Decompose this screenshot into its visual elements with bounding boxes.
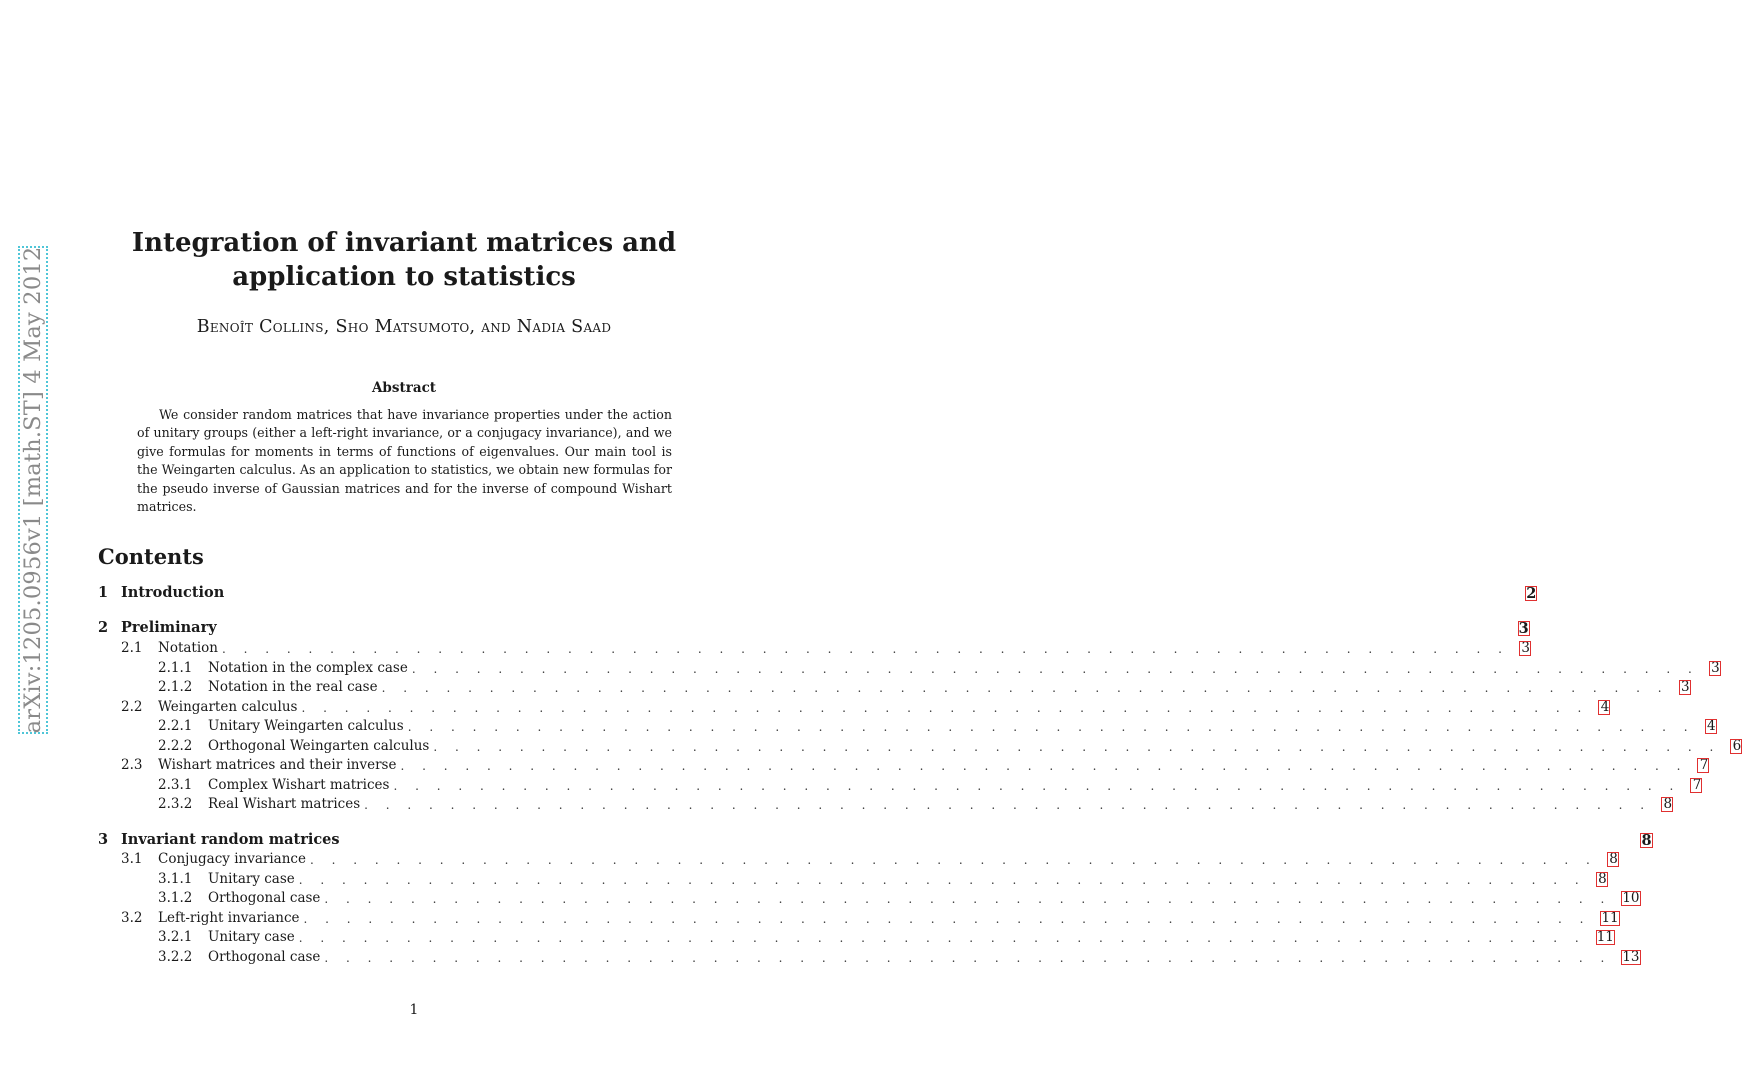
toc-page-link[interactable]: 3 [1709,661,1721,676]
toc-subsection[interactable] [98,637,1530,656]
toc-page-link[interactable]: 13 [1622,949,1640,965]
toc-label: Orthogonal case [208,890,321,906]
toc-page-link[interactable]: 7 [1697,758,1709,773]
toc-label: Weingarten calculus [158,699,298,715]
toc-label: Invariant random matrices [121,831,340,848]
toc-number: 3.1 [121,851,143,867]
toc-page-link[interactable]: 3 [1519,641,1531,656]
abstract-text: We consider random matrices that have invariance properties under the action of unitary groups (either a left-right invariance, or a conjugacy invariance), and we give formulas for moments in terms of functions of eigenvalues. Our main tool is the Weingarten calculus. As an application to statistics, we obtain new formulas for the pseudo inverse of Gaussian matrices and for the inverse of compound Wishart matrices. [137,407,672,515]
toc-section[interactable] [98,617,1529,637]
toc-page-link[interactable]: 3 [1518,620,1529,637]
toc-label: Orthogonal case [208,949,321,965]
toc-leader-dots: . . . . . . . . . . . . . . . . . . . . . . . . . . . . . . . . . . . . . . . . . . . . . . . . . . . . . . . . . . . . [298,931,1586,945]
toc-leader-dots: . . . . . . . . . . . . . . . . . . . . . . . . . . . . . . . . . . . . . . . . . . . . . . . . . . . . . . . . . . . . [303,912,1591,926]
toc-page-link[interactable]: 8 [1596,872,1608,887]
toc-leader-dots: . . . . . . . . . . . . . . . . . . . . . . . . . . . . . . . . . . . . . . . . . . . . . . . . . . . . . . . . . . . . [407,720,1695,734]
toc-number: 2.3 [121,757,143,773]
toc-page-link[interactable]: 11 [1601,910,1619,926]
toc-number: 3.2 [121,910,143,926]
paper-title [110,226,698,294]
contents-heading: Contents [98,544,204,569]
toc-label: Left-right invariance [158,910,300,926]
arxiv-stamp-text: arXiv:1205.0956v1 [math.ST] 4 May 2012 [20,246,46,734]
toc-number: 3.2.2 [158,949,193,965]
toc-leader-dots: . . . . . . . . . . . . . . . . . . . . . . . . . . . . . . . . . . . . . . . . . . . . . . . . . . . . . . . . . . . . [221,642,1509,656]
toc-leader-dots: . . . . . . . . . . . . . . . . . . . . . . . . . . . . . . . . . . . . . . . . . . . . . . . . . . . . . . . . . . . . [364,798,1652,812]
toc-number: 2 [98,619,109,636]
toc-leader-dots: . . . . . . . . . . . . . . . . . . . . . . . . . . . . . . . . . . . . . . . . . . . . . . . . . . . . . . . . . . . . [298,873,1586,887]
authors: Benoît Collins, Sho Matsumoto, and Nadia Saad [196,317,612,337]
toc-page-link[interactable]: 8 [1661,797,1673,812]
toc-label: Notation in the real case [208,679,378,695]
toc-subsubsection[interactable] [98,926,1614,945]
toc-leader-dots: . . . . . . . . . . . . . . . . . . . . . . . . . . . . . . . . . . . . . . . . . . . . . . . . . . . . . . . . . . . . [400,759,1688,773]
toc-leader-dots: . . . . . . . . . . . . . . . . . . . . . . . . . . . . . . . . . . . . . . . . . . . . . . . . . . . . . . . . . . . . [324,951,1612,965]
toc-label: Preliminary [121,619,217,636]
toc-page-link[interactable]: 10 [1622,890,1640,906]
toc-page-link[interactable]: 3 [1679,680,1691,695]
toc-leader-dots: . . . . . . . . . . . . . . . . . . . . . . . . . . . . . . . . . . . . . . . . . . . . . . . . . . . . . . . . . . . . [324,892,1612,906]
toc-number: 3.1.2 [158,890,193,906]
toc-leader-dots: . . . . . . . . . . . . . . . . . . . . . . . . . . . . . . . . . . . . . . . . . . . . . . . . . . . . . . . . . . . . [309,853,1597,867]
toc-number: 2.2 [121,699,143,715]
toc-leader-dots: . . . . . . . . . . . . . . . . . . . . . . . . . . . . . . . . . . . . . . . . . . . . . . . . . . . . . . . . . . . . [393,779,1681,793]
toc-number: 2.1.1 [158,660,193,676]
toc-number: 3 [98,831,109,848]
toc-subsubsection[interactable] [98,657,1720,676]
toc-number: 2.1.2 [158,679,193,695]
toc-label: Notation [158,640,218,656]
toc-subsection[interactable] [98,754,1709,773]
toc-number: 1 [98,584,109,601]
title-line-2: application to statistics [232,262,576,292]
toc-number: 2.3.2 [158,796,193,812]
toc-number: 3.2.1 [158,929,193,945]
toc-label: Introduction [121,584,225,601]
toc-label: Wishart matrices and their inverse [158,757,397,773]
toc-page-link[interactable]: 4 [1705,719,1717,734]
toc-number: 2.1 [121,640,143,656]
toc-subsubsection[interactable] [98,887,1640,906]
toc-subsubsection[interactable] [98,715,1716,734]
title-line-1: Integration of invariant matrices and [131,228,677,258]
toc-subsection[interactable] [98,848,1618,867]
toc-leader-dots: . . . . . . . . . . . . . . . . . . . . . . . . . . . . . . . . . . . . . . . . . . . . . . . . . . . . . . . . . . . . [381,681,1669,695]
toc-leader-dots: . . . . . . . . . . . . . . . . . . . . . . . . . . . . . . . . . . . . . . . . . . . . . . . . . . . . . . . . . . . . [433,740,1721,754]
toc-label: Unitary Weingarten calculus [208,718,404,734]
toc-label: Complex Wishart matrices [208,777,390,793]
toc-label: Notation in the complex case [208,660,408,676]
toc-number: 2.3.1 [158,777,193,793]
toc-leader-dots: . . . . . . . . . . . . . . . . . . . . . . . . . . . . . . . . . . . . . . . . . . . . . . . . . . . . . . . . . . . . [411,662,1699,676]
toc-page-link[interactable]: 8 [1641,832,1652,849]
toc-page-link[interactable]: 2 [1526,585,1537,602]
abstract-heading: Abstract [371,380,437,396]
toc-page-link[interactable]: 8 [1607,852,1619,867]
toc-number: 2.2.2 [158,738,193,754]
toc-subsubsection[interactable] [98,676,1690,695]
toc-subsubsection[interactable] [98,868,1607,887]
toc-label: Orthogonal Weingarten calculus [208,738,430,754]
toc-section[interactable] [98,829,1652,849]
toc-number: 3.1.1 [158,871,193,887]
toc-page-link[interactable]: 4 [1598,700,1610,715]
arxiv-stamp [18,246,48,734]
toc-section[interactable] [98,582,1537,602]
toc-label: Unitary case [208,871,295,887]
toc-page-link[interactable]: 11 [1596,929,1614,945]
toc-subsubsection[interactable] [98,774,1702,793]
toc-subsubsection[interactable] [98,946,1640,965]
toc-number: 2.2.1 [158,718,193,734]
toc-subsection[interactable] [98,696,1610,715]
toc-label: Conjugacy invariance [158,851,306,867]
page-number: 1 [409,1002,419,1018]
toc-subsubsection[interactable] [98,735,1742,754]
toc-page-link[interactable]: 6 [1730,739,1742,754]
toc-subsubsection[interactable] [98,793,1673,812]
toc-page-link[interactable]: 7 [1690,778,1702,793]
toc-subsection[interactable] [98,907,1619,926]
toc-label: Unitary case [208,929,295,945]
toc-label: Real Wishart matrices [208,796,361,812]
toc-leader-dots: . . . . . . . . . . . . . . . . . . . . . . . . . . . . . . . . . . . . . . . . . . . . . . . . . . . . . . . . . . . . [301,701,1589,715]
